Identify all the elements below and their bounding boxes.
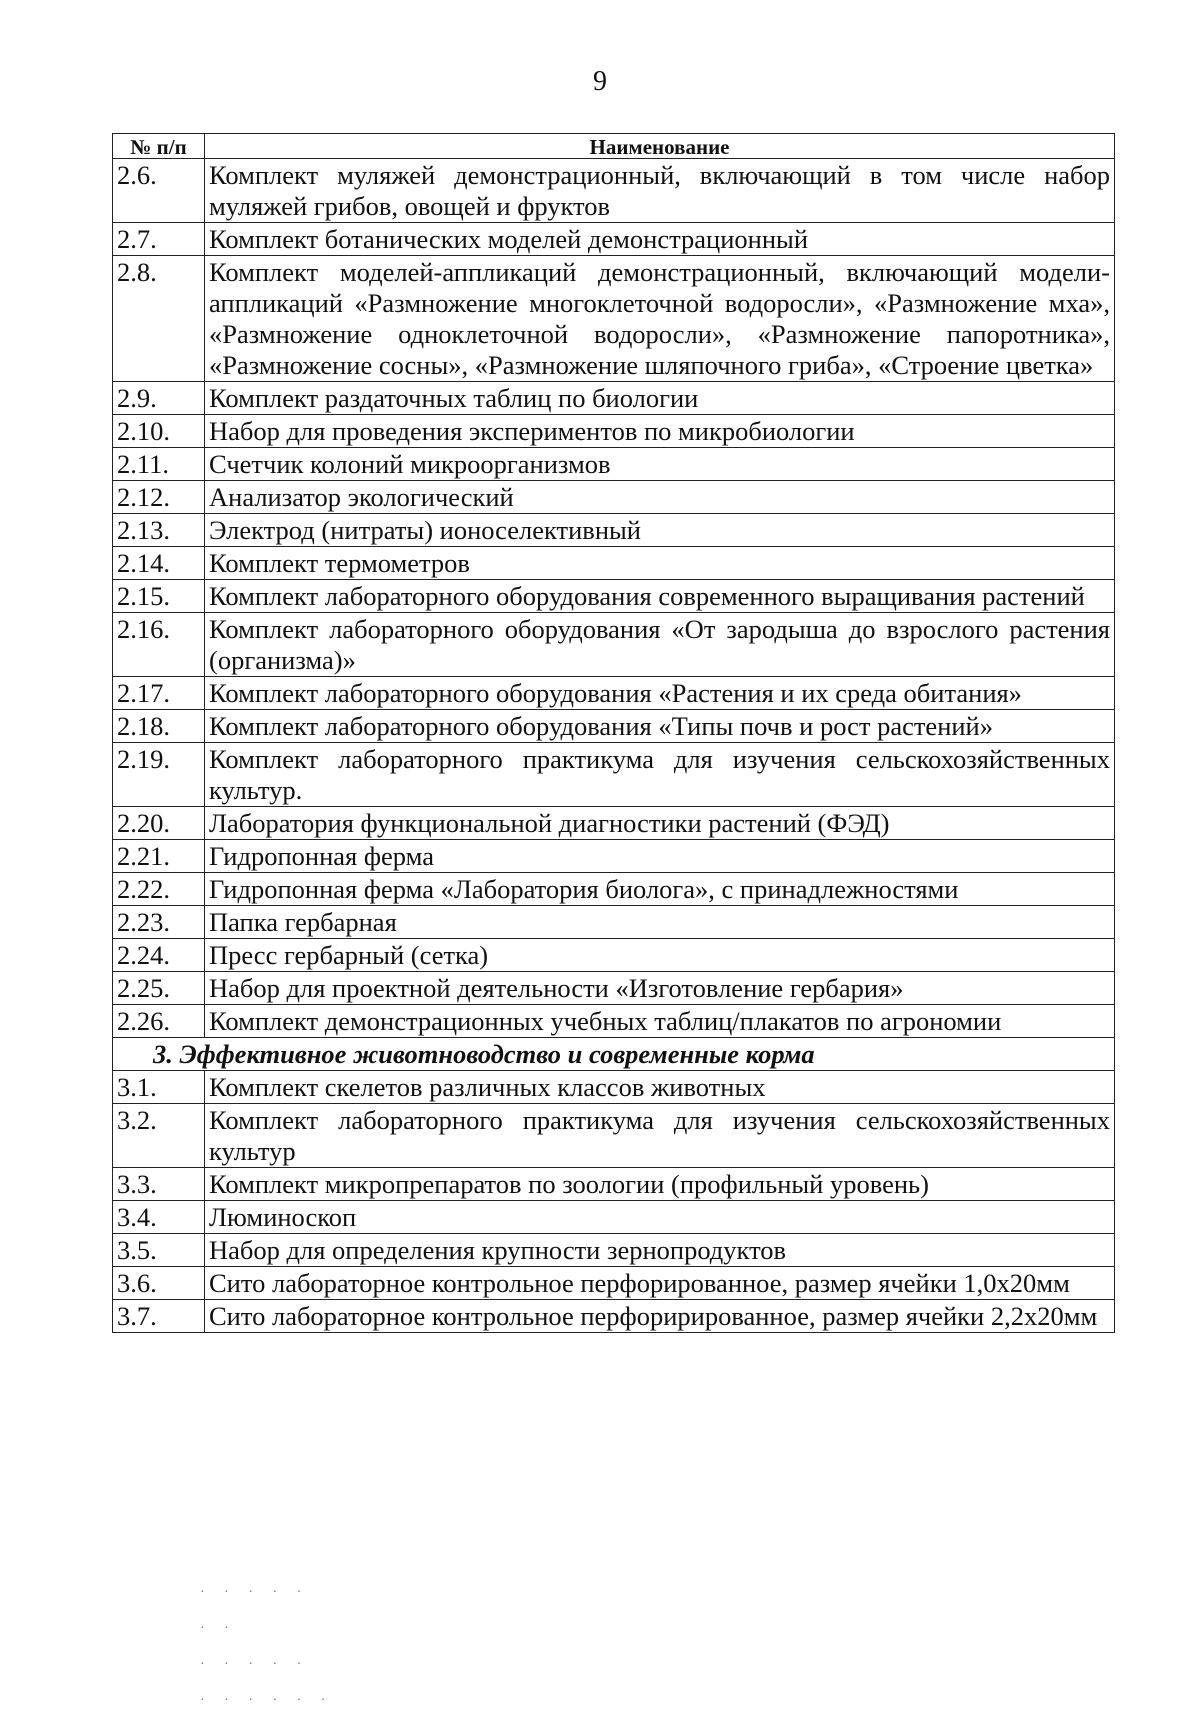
table-row: [113, 710, 1115, 743]
row-number: 2.25.: [113, 972, 205, 1005]
row-number: 3.6.: [113, 1267, 205, 1300]
section-row: [113, 1038, 1115, 1071]
table-row: [113, 415, 1115, 448]
row-name: Комплект ботанических моделей демонстрационный: [205, 223, 1115, 256]
row-name: Комплект лабораторного практикума для изучения сельскохозяйственных культур.: [205, 743, 1115, 807]
row-name: Комплект лабораторного оборудования «Типы почв и рост растений»: [205, 710, 1115, 743]
section-title: 3. Эффективное животноводство и современные корма: [113, 1038, 1115, 1071]
table-row: [113, 906, 1115, 939]
row-name: Набор для проектной деятельности «Изготовление гербария»: [205, 972, 1115, 1005]
table-row: [113, 677, 1115, 710]
row-name: Электрод (нитраты) ионоселективный: [205, 514, 1115, 547]
row-name: Гидропонная ферма: [205, 840, 1115, 873]
table-row: [113, 1267, 1115, 1300]
row-name: Комплект моделей-аппликаций демонстрационный, включающий модели-аппликаций «Размножение многоклеточной водоросли», «Размножение мха», «Размножение одноклеточной водоросли», «Размножение папоротника», «Размножение сосны», «Размножение шляпочного гриба», «Строение цветка»: [205, 256, 1115, 382]
row-name: Комплект лабораторного оборудования современного выращивания растений: [205, 580, 1115, 613]
row-number: 2.16.: [113, 613, 205, 677]
row-number: 2.21.: [113, 840, 205, 873]
table-row: [113, 939, 1115, 972]
faint-marks: · · · · · · · · · · · · · · · · · ·: [200, 1585, 334, 1708]
table-row: [113, 807, 1115, 840]
header-name: Наименование: [205, 134, 1115, 159]
row-name: Сито лабораторное контрольное перфорирированное, размер ячейки 2,2х20мм: [205, 1300, 1115, 1333]
row-name: Комплект скелетов различных классов животных: [205, 1071, 1115, 1104]
row-name: Люминоскоп: [205, 1201, 1115, 1234]
row-number: 2.10.: [113, 415, 205, 448]
page-number: 9: [593, 66, 607, 97]
row-number: 2.11.: [113, 448, 205, 481]
row-name: Комплект демонстрационных учебных таблиц/плакатов по агрономии: [205, 1005, 1115, 1038]
table-row: [113, 580, 1115, 613]
row-number: 2.8.: [113, 256, 205, 382]
row-number: 2.7.: [113, 223, 205, 256]
table-header-row: [113, 134, 1115, 159]
row-number: 3.1.: [113, 1071, 205, 1104]
table-row: [113, 1201, 1115, 1234]
row-name: Комплект лабораторного оборудования «От зародыша до взрослого растения (организма)»: [205, 613, 1115, 677]
table-row: [113, 481, 1115, 514]
row-number: 3.7.: [113, 1300, 205, 1333]
table-row: [113, 223, 1115, 256]
row-number: 2.24.: [113, 939, 205, 972]
row-number: 2.26.: [113, 1005, 205, 1038]
table-row: [113, 972, 1115, 1005]
table-row: [113, 1005, 1115, 1038]
table-row: [113, 159, 1115, 223]
row-number: 2.13.: [113, 514, 205, 547]
table-row: [113, 1300, 1115, 1333]
table-row: [113, 613, 1115, 677]
row-number: 3.4.: [113, 1201, 205, 1234]
row-name: Анализатор экологический: [205, 481, 1115, 514]
row-name: Папка гербарная: [205, 906, 1115, 939]
row-number: 2.19.: [113, 743, 205, 807]
row-number: 3.2.: [113, 1104, 205, 1168]
row-name: Комплект лабораторного практикума для изучения сельскохозяйственных культур: [205, 1104, 1115, 1168]
table-row: [113, 840, 1115, 873]
row-name: Пресс гербарный (сетка): [205, 939, 1115, 972]
table-row: [113, 547, 1115, 580]
equipment-table: [112, 133, 1115, 1333]
row-number: 2.12.: [113, 481, 205, 514]
row-number: 2.9.: [113, 382, 205, 415]
row-name: Лаборатория функциональной диагностики растений (ФЭД): [205, 807, 1115, 840]
row-name: Счетчик колоний микроорганизмов: [205, 448, 1115, 481]
row-name: Комплект термометров: [205, 547, 1115, 580]
row-number: 2.17.: [113, 677, 205, 710]
row-name: Комплект муляжей демонстрационный, включающий в том числе набор муляжей грибов, овощей и фруктов: [205, 159, 1115, 223]
table-row: [113, 1234, 1115, 1267]
table-row: [113, 743, 1115, 807]
row-name: Комплект микропрепаратов по зоологии (профильный уровень): [205, 1168, 1115, 1201]
table-row: [113, 256, 1115, 382]
row-number: 2.20.: [113, 807, 205, 840]
row-name: Комплект лабораторного оборудования «Растения и их среда обитания»: [205, 677, 1115, 710]
row-number: 3.5.: [113, 1234, 205, 1267]
row-name: Комплект раздаточных таблиц по биологии: [205, 382, 1115, 415]
row-name: Гидропонная ферма «Лаборатория биолога», с принадлежностями: [205, 873, 1115, 906]
row-number: 2.15.: [113, 580, 205, 613]
table-row: [113, 514, 1115, 547]
table-row: [113, 382, 1115, 415]
row-number: 2.18.: [113, 710, 205, 743]
row-number: 2.6.: [113, 159, 205, 223]
table-row: [113, 1168, 1115, 1201]
header-num: № п/п: [113, 134, 205, 159]
table-row: [113, 873, 1115, 906]
row-name: Сито лабораторное контрольное перфорированное, размер ячейки 1,0х20мм: [205, 1267, 1115, 1300]
table-row: [113, 1071, 1115, 1104]
row-name: Набор для определения крупности зернопродуктов: [205, 1234, 1115, 1267]
table-row: [113, 448, 1115, 481]
row-number: 2.23.: [113, 906, 205, 939]
row-number: 2.22.: [113, 873, 205, 906]
table-row: [113, 1104, 1115, 1168]
row-number: 2.14.: [113, 547, 205, 580]
row-name: Набор для проведения экспериментов по микробиологии: [205, 415, 1115, 448]
row-number: 3.3.: [113, 1168, 205, 1201]
